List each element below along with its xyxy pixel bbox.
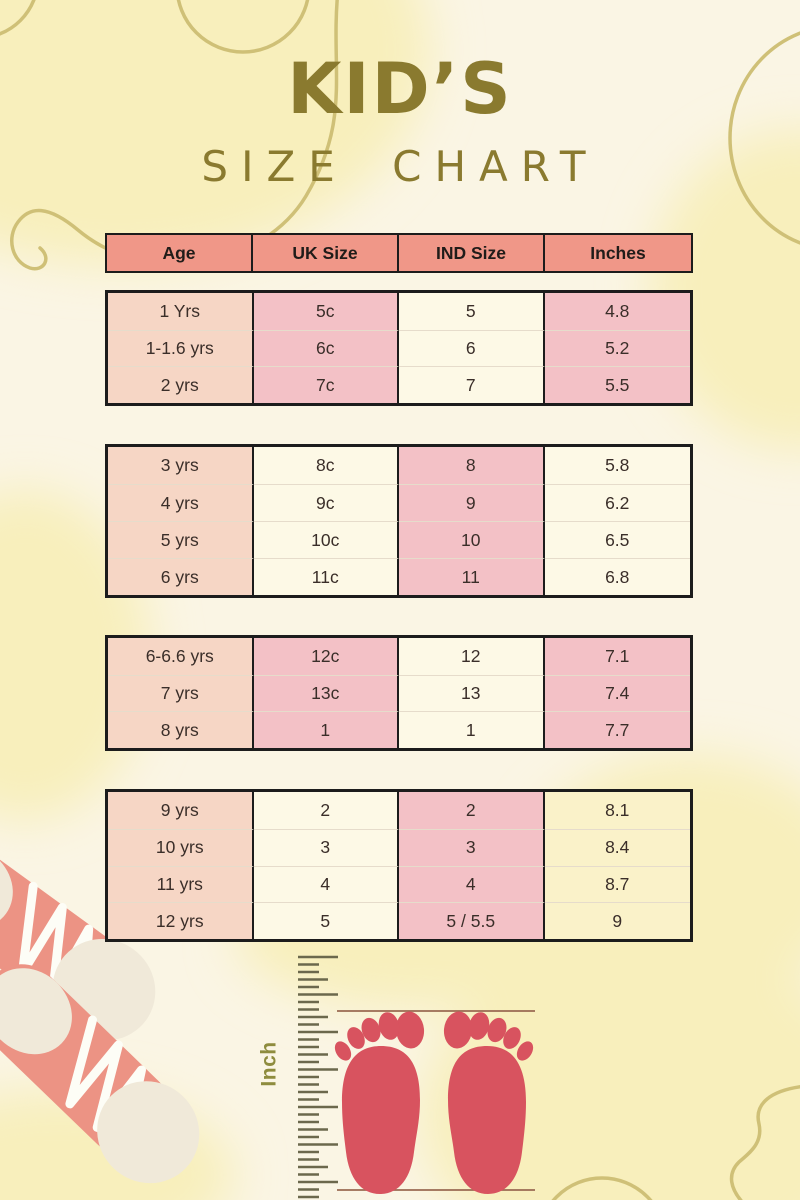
table-cell: 7.7 [545, 711, 691, 748]
table-cell: 11c [254, 558, 400, 595]
table-cell: 6.5 [545, 521, 691, 558]
table-cell: 4.8 [545, 293, 691, 330]
table-cell: 6 [399, 330, 545, 367]
table-cell: 8.7 [545, 866, 691, 903]
footprint-left [331, 1010, 425, 1194]
table-cell: 6 yrs [108, 558, 254, 595]
table-cell: 13 [399, 675, 545, 712]
table-cell: 10 yrs [108, 829, 254, 866]
table-cell: 4 [399, 866, 545, 903]
header-cell: Inches [590, 242, 646, 263]
table-cell: 3 [399, 829, 545, 866]
table-cell: 6c [254, 330, 400, 367]
table-cell: 9 yrs [108, 792, 254, 829]
table-cell: 11 [399, 558, 545, 595]
table-cell: 2 yrs [108, 366, 254, 403]
table-cell: 8 [399, 447, 545, 484]
header-cell: UK Size [253, 235, 399, 271]
size-table-group-2 [105, 444, 693, 598]
table-cell: 5.2 [545, 330, 691, 367]
poster-title: KID’S [287, 48, 513, 130]
table-cell: 2 [254, 792, 400, 829]
table-cell: 9 [545, 902, 691, 939]
table-cell: 5c [254, 293, 400, 330]
table-cell: 1 [254, 711, 400, 748]
table-cell: 7 yrs [108, 675, 254, 712]
table-cell: 8.4 [545, 829, 691, 866]
table-cell: 3 [254, 829, 400, 866]
poster-subtitle: SIZE CHART [201, 142, 599, 191]
size-table-group-4 [105, 789, 693, 942]
table-cell: 12c [254, 638, 400, 675]
table-cell: 1-1.6 yrs [108, 330, 254, 367]
table-cell: 7 [399, 366, 545, 403]
table-cell: 8c [254, 447, 400, 484]
table-header-row [105, 233, 693, 273]
table-cell: 6.8 [545, 558, 691, 595]
table-cell: 9c [254, 484, 400, 521]
table-cell: 2 [399, 792, 545, 829]
table-cell: 8.1 [545, 792, 691, 829]
size-table-group-3 [105, 635, 693, 751]
size-table-group-1 [105, 290, 693, 406]
table-cell: 5 yrs [108, 521, 254, 558]
table-cell: 4 [254, 866, 400, 903]
table-cell: 7.4 [545, 675, 691, 712]
table-cell: 13c [254, 675, 400, 712]
table-cell: 12 yrs [108, 902, 254, 939]
table-cell: 6-6.6 yrs [108, 638, 254, 675]
table-cell: 11 yrs [108, 866, 254, 903]
table-cell: 7c [254, 366, 400, 403]
table-cell: 1 [399, 711, 545, 748]
table-cell: 1 Yrs [108, 293, 254, 330]
table-cell: 10c [254, 521, 400, 558]
table-cell: 4 yrs [108, 484, 254, 521]
table-cell: 8 yrs [108, 711, 254, 748]
table-cell: 7.1 [545, 638, 691, 675]
header-cell: IND Size [399, 235, 545, 271]
table-cell: 5 [399, 293, 545, 330]
table-cell: 5 [254, 902, 400, 939]
table-cell: 3 yrs [108, 447, 254, 484]
table-cell: 10 [399, 521, 545, 558]
table-cell: 5.5 [545, 366, 691, 403]
table-cell: 9 [399, 484, 545, 521]
table-cell: 12 [399, 638, 545, 675]
table-cell: 5.8 [545, 447, 691, 484]
table-cell: 6.2 [545, 484, 691, 521]
inch-axis-label: Inch [258, 1041, 282, 1087]
table-cell: 5 / 5.5 [399, 902, 545, 939]
header-cell: Age [107, 235, 253, 271]
